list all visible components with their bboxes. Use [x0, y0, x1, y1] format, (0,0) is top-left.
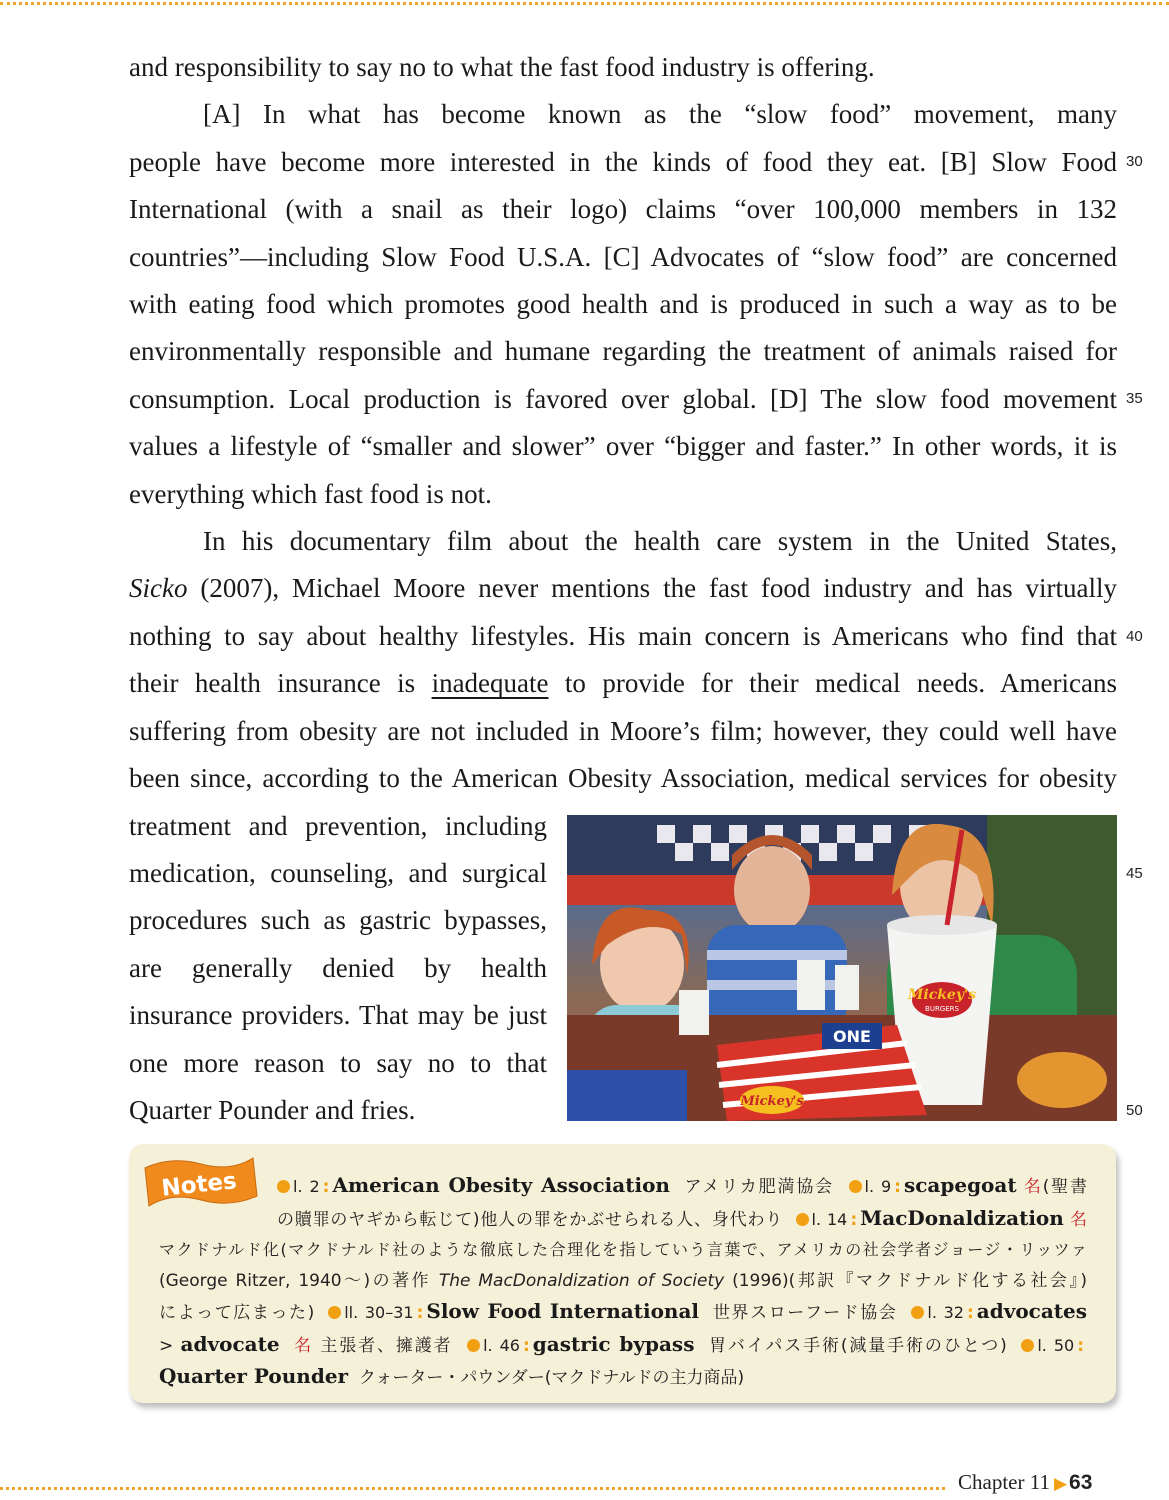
bullet-icon: [467, 1339, 480, 1352]
text-line: insurance providers. That may be just: [129, 1000, 547, 1031]
text-line: been since, according to the American Obesity Association, medical services for obesity: [129, 763, 1117, 794]
text-line: Sicko (2007), Michael Moore never mentions the fast food industry and has virtually: [129, 573, 1117, 604]
text-line: their health insurance is inadequate to provide for their medical needs. Americans: [129, 668, 1117, 699]
notes-flag-label: Notes: [160, 1168, 238, 1202]
text-line: suffering from obesity are not included in Moore’s film; however, they could well have: [129, 715, 1117, 746]
notes-line: の贖罪のヤギから転じて)他人の罪をかぶせられる人、身代わり l. 14 : MacDonaldization 名: [277, 1205, 1088, 1230]
box-text: ONE: [833, 1027, 871, 1046]
note-term: American Obesity Association: [332, 1173, 670, 1197]
page-footer: [958, 1470, 1092, 1495]
page-number: 63: [1069, 1471, 1093, 1494]
text-line: medication, counseling, and surgical: [129, 857, 547, 888]
text-line: Quarter Pounder and fries.: [129, 1094, 416, 1125]
line-number-50: 50: [1126, 1102, 1143, 1119]
notes-line: Quarter Pounder クォーター・パウンダー(マクドナルドの主力商品): [159, 1364, 745, 1388]
book-title: The MacDonaldization of Society: [438, 1270, 725, 1291]
text-line: procedures such as gastric bypasses,: [129, 905, 547, 936]
notes-line: l. 2 : American Obesity Association アメリカ肥満協会 l. 9 : scapegoat 名(聖書: [159, 1170, 1087, 1203]
note-term: advocate: [180, 1331, 280, 1356]
text-line: people have become more interested in the kinds of food they eat. [B] Slow Food: [129, 146, 1117, 177]
text-line: values a lifestyle of “smaller and slower” over “bigger and faster.” In other words, it is: [129, 431, 1117, 462]
text-line: [A] In what has become known as the “slow food” movement, many: [203, 99, 1117, 130]
line-number-35: 35: [1126, 390, 1143, 407]
paragraph-slow-food: [129, 91, 1117, 518]
text-line: consumption. Local production is favored over global. [D] The slow food movement: [129, 383, 1117, 414]
bullet-icon: [328, 1306, 341, 1319]
top-dotted-rule: [0, 2, 1169, 5]
line-number-40: 40: [1126, 628, 1143, 645]
cup-logo-sub: BURGERS: [925, 1005, 959, 1013]
bullet-icon: [911, 1306, 924, 1319]
text-line: environmentally responsible and humane regarding the treatment of animals raised for: [129, 336, 1117, 367]
notes-line: によって広まった) ll. 30–31 : Slow Food International 世界スローフード協会 l. 32 : advocates: [159, 1299, 1088, 1323]
underlined-word: inadequate: [431, 668, 549, 699]
box-logo-text: Mickey's: [740, 1094, 804, 1109]
fast-food-family-photo: [567, 815, 1117, 1121]
note-term: MacDonaldization: [860, 1205, 1064, 1230]
notes-line: (George Ritzer, 1940〜)の著作 The MacDonaldization of Society (1996)(邦訳『マクドナルド化する社会』): [159, 1270, 1087, 1291]
text-line: International (with a snail as their logo) claims “over 100,000 members in 132: [129, 194, 1117, 225]
bullet-icon: [277, 1180, 290, 1193]
film-title: Sicko: [129, 573, 188, 604]
line-number-30: 30: [1126, 153, 1143, 170]
text-line: everything which fast food is not.: [129, 478, 492, 509]
note-term: Slow Food International: [426, 1299, 700, 1323]
triangle-icon: ▶: [1053, 1474, 1068, 1493]
text-line: In his documentary film about the health care system in the United States,: [203, 526, 1117, 557]
note-term: advocates: [976, 1299, 1088, 1323]
text-line: one more reason to say no to that: [129, 1047, 547, 1078]
note-term: scapegoat: [903, 1173, 1017, 1197]
text-line: with eating food which promotes good health and is produced in such a way as to be: [129, 289, 1117, 320]
chapter-label: Chapter 11: [958, 1470, 1050, 1494]
notes-text: [159, 1170, 1087, 1394]
text-line: treatment and prevention, including: [129, 810, 547, 841]
bottom-dotted-rule: [0, 1487, 945, 1490]
paragraph-end: and responsibility to say no to what the fast food industry is offering.: [129, 52, 875, 82]
notes-line: > advocate 名 主張者、擁護者 l. 46 : gastric bypass 胃バイパス手術(減量手術のひとつ) l. 50 :: [159, 1331, 1085, 1356]
notes-box: [129, 1144, 1116, 1403]
note-term: Quarter Pounder: [159, 1364, 349, 1388]
cup-logo-text: Mickey's: [907, 987, 977, 1003]
photo-illustration: [567, 815, 1117, 1121]
notes-line: マクドナルド化(マクドナルド社のような徹底した合理化を指していう言葉で、アメリカの社会学者ジョージ・リッツァ: [159, 1240, 1087, 1259]
bullet-icon: [849, 1180, 862, 1193]
line-number-45: 45: [1126, 865, 1143, 882]
bullet-icon: [1021, 1339, 1034, 1352]
text-line: nothing to say about healthy lifestyles. His main concern is Americans who find that: [129, 620, 1117, 651]
text-line: countries”—including Slow Food U.S.A. [C] Advocates of “slow food” are concerned: [129, 241, 1117, 272]
bullet-icon: [796, 1213, 809, 1226]
text-line: are generally denied by health: [129, 952, 547, 983]
note-term: gastric bypass: [532, 1331, 695, 1356]
